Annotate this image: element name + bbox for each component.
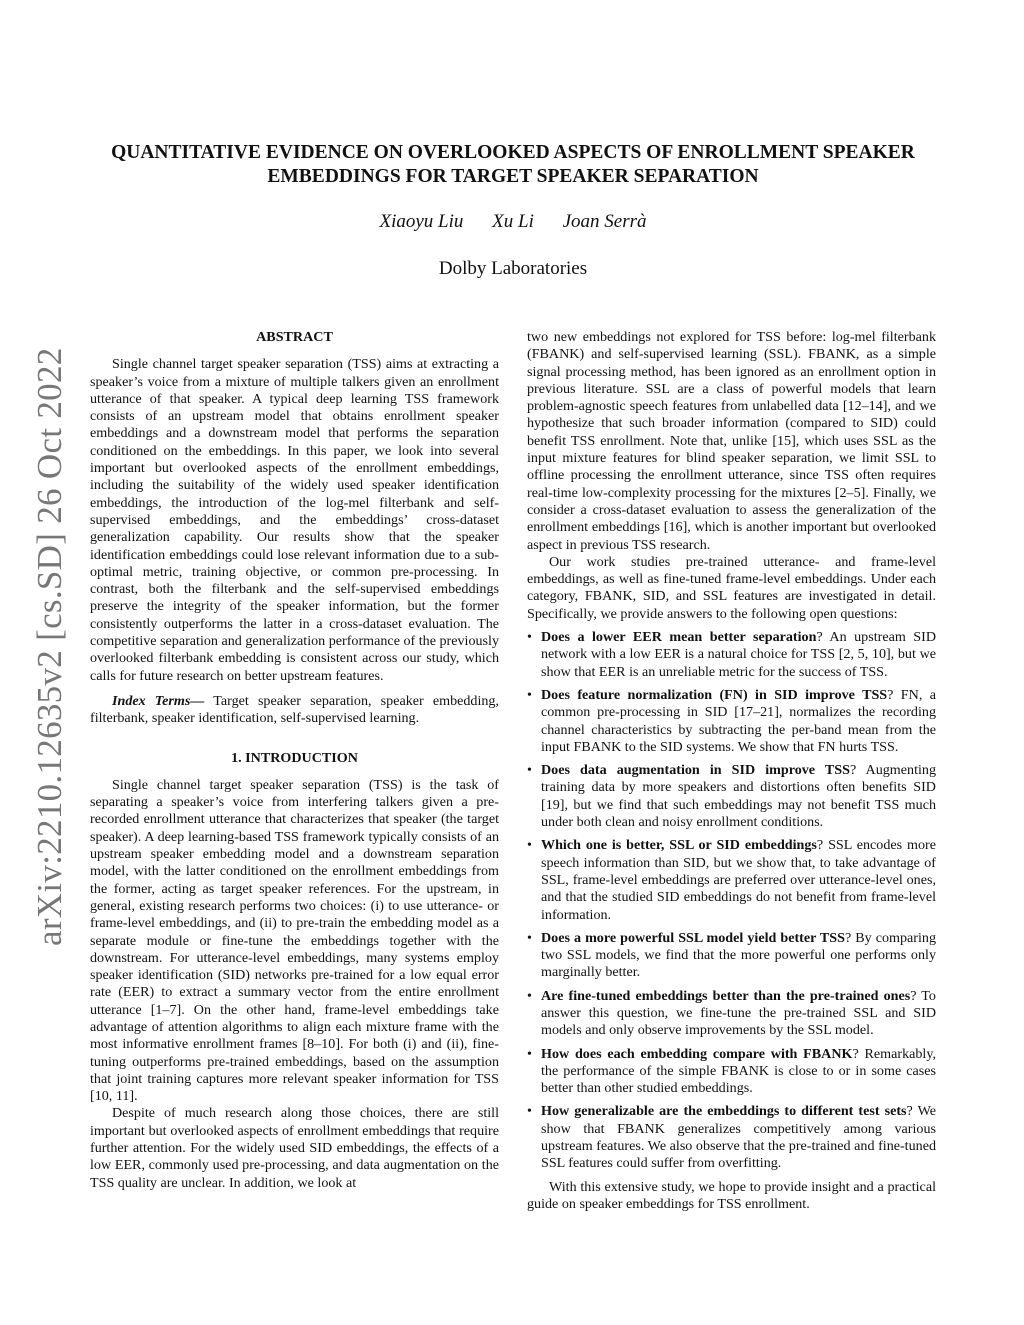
author-name: Xu Li — [492, 211, 534, 232]
index-terms — [90, 693, 499, 728]
answer-text: SSL encodes more speech information than SID, but we show that, to take advantage of SSL, frame-level embeddings are preferred over utterance-level ones, and that the studied SID embeddings do not benefit from frame-level information. — [541, 837, 936, 923]
author-name: Joan Serrà — [562, 211, 647, 232]
question-item: • Are fine-tuned embeddings better than the pre-trained ones? To answer this question, we fine-tune the pre-trained SSL and SID models and only observe improvements by the SSL model. — [527, 988, 936, 1040]
answer-text: Remarkably, the performance of the simple FBANK is close to or in some cases better than other studied embeddings. — [541, 1045, 936, 1097]
intro-closing: With this extensive study, we hope to provide insight and a practical guide on speaker embeddings for TSS enrollment. — [527, 1178, 936, 1212]
answer-text: To answer this question, we fine-tune the pre-trained SSL and SID models and only observe improvements by the SSL model. — [541, 987, 936, 1039]
question-text: Does a more powerful SSL model yield better TSS — [541, 929, 845, 946]
author-name: Xiaoyu Liu — [379, 211, 464, 232]
answer-text: Augmenting training data by more speakers and distortions often benefits SID [19], but we find that such embeddings may not benefit TSS much under both clean and noisy enrollment conditions. — [541, 762, 936, 831]
question-text: Are fine-tuned embeddings better than the pre-trained ones — [541, 987, 911, 1004]
right-column — [527, 329, 936, 1213]
arxiv-identifier: arXiv:2210.12635v2 [cs.SD] 26 Oct 2022 — [30, 347, 69, 946]
author-list — [90, 211, 936, 233]
title-line-1: QUANTITATIVE EVIDENCE ON OVERLOOKED ASPECTS OF ENROLLMENT SPEAKER — [111, 142, 915, 163]
question-text: Does a lower EER mean better separation — [541, 629, 817, 646]
answer-text: FN, a common pre-processing in SID [17–21], normalizes the recording channel characteristics by subtracting the per-band mean from the input FBANK to the SID systems. We show that FN hurts TSS. — [541, 686, 936, 755]
answer-text: By comparing two SSL models, we find that the more powerful one performs only marginally better. — [541, 929, 936, 981]
affiliation: Dolby Laboratories — [438, 258, 588, 279]
introduction-heading: 1. INTRODUCTION — [231, 749, 358, 766]
open-questions-list — [527, 629, 936, 1173]
question-text: Does feature normalization (FN) in SID improve TSS — [541, 686, 888, 703]
answer-text: We show that FBANK generalizes competitively among various upstream features. We also observe that the pre-trained and fine-tuned SSL features could suffer from overfitting. — [541, 1103, 937, 1172]
index-terms-label: Index Terms— — [112, 692, 205, 709]
left-column — [90, 329, 499, 1192]
paper-title — [90, 141, 936, 189]
intro-paragraph: Our work studies pre-trained utterance- and frame-level embeddings, as well as fine-tuned frame-level embeddings. Under each category, FBANK, SID, and SSL features are investigated in detail. Specifically, we provide answers to the following open questions: — [527, 553, 936, 622]
question-text: Which one is better, SSL or SID embeddings — [541, 837, 817, 854]
question-text: How generalizable are the embeddings to different test sets — [541, 1103, 907, 1120]
answer-text: An upstream SID network with a low EER is a natural choice for TSS [2, 5, 10], but we show that EER is an unreliable metric for the success of TSS. — [541, 629, 936, 680]
question-item: • How does each embedding compare with FBANK? Remarkably, the performance of the simple FBANK is close to or in some cases better than other studied embeddings. — [527, 1046, 936, 1098]
question-item: • Which one is better, SSL or SID embeddings? SSL encodes more speech information than SID, but we show that, to take advantage of SSL, frame-level embeddings are preferred over utterance-level ones, and that the studied SID embeddings do not benefit from frame-level information. — [527, 837, 936, 923]
question-item: • Does feature normalization (FN) in SID improve TSS? FN, a common pre-processing in SID [17–21], normalizes the recording channel characteristics by subtracting the per-band mean from the input FBANK to the SID systems. We show that FN hurts TSS. — [527, 687, 936, 756]
question-text: Does data augmentation in SID improve TSS — [541, 762, 850, 779]
abstract-body: Single channel target speaker separation (TSS) aims at extracting a speaker’s voice from a mixture of multiple talkers given an enrollment utterance of that speaker. A typical deep learning TSS framework consists of an upstream model that obtains enrollment speaker embeddings and a downstream model that performs the separation conditioned on the embeddings. In this paper, we look into several important but overlooked aspects of the enrollment embeddings, including the suitability of the widely used speaker identification embeddings, the introduction of the log-mel filterbank and self-supervised embeddings, and the embeddings’ cross-dataset generalization capability. Our results show that the speaker identification embeddings could lose relevant information due to a sub-optimal metric, training objective, or common pre-processing. In contrast, both the filterbank and the self-supervised embeddings preserve the integrity of the speaker information, but the former consistently outperforms the latter in a cross-dataset evaluation. The competitive separation and generalization performance of the previously overlooked filterbank embedding is consistent across our study, which calls for future research on better upstream features. — [90, 356, 499, 684]
index-terms-text: Target speaker separation, speaker embedding, filterbank, speaker identification, self-supervised learning. — [90, 692, 499, 727]
question-item: • Does data augmentation in SID improve TSS? Augmenting training data by more speakers and distortions often benefits SID [19], but we find that such embeddings may not benefit TSS much under both clean and noisy enrollment conditions. — [527, 762, 936, 831]
intro-paragraph: Despite of much research along those choices, there are still important but overlooked aspects of enrollment embeddings that require further attention. For the widely used SID embeddings, the effects of a low EER, commonly used pre-processing, and data augmentation on the TSS quality are unclear. In addition, we look at — [90, 1105, 499, 1191]
question-item: • Does a more powerful SSL model yield better TSS? By comparing two SSL models, we find that the more powerful one performs only marginally better. — [527, 930, 936, 982]
question-item: • How generalizable are the embeddings to different test sets? We show that FBANK generalizes competitively among various upstream features. We also observe that the pre-trained and fine-tuned SSL features could suffer from overfitting. — [527, 1103, 936, 1172]
question-item: • Does a lower EER mean better separation? An upstream SID network with a low EER is a natural choice for TSS [2, 5, 10], but we show that EER is an unreliable metric for the success of TSS. — [527, 629, 936, 681]
intro-paragraph: Single channel target speaker separation (TSS) is the task of separating a speaker’s voice from interfering talkers given a pre-recorded enrollment utterance that characterizes that speaker (the target speaker). A deep learning-based TSS framework typically consists of an upstream speaker embedding model and a downstream separation model, with the latter conditioned on the enrollment embeddings from the former, acting as target speaker references. For the upstream, in general, existing research performs two choices: (i) to use utterance- or frame-level embeddings, and (ii) to pre-train the embedding model as a separate module or fine-tune the embeddings together with the downstream. For utterance-level embeddings, many systems employ speaker identification (SID) networks pre-trained for a low equal error rate (EER) to extract a summary vector from the entire enrollment utterance [1–7]. On the other hand, frame-level embeddings take advantage of attention algorithms to align each mixture frame with the most informative enrollment frames [8–10]. For both (i) and (ii), fine-tuning outperforms pre-trained embeddings, based on the assumption that joint training captures more relevant speaker information for TSS [10, 11]. — [90, 776, 499, 1105]
question-text: How does each embedding compare with FBANK — [541, 1045, 853, 1062]
abstract-heading: ABSTRACT — [256, 329, 333, 345]
intro-paragraph: two new embeddings not explored for TSS before: log-mel filterbank (FBANK) and self-supervised learning (SSL). FBANK, as a simple signal processing method, has been ignored as an enrollment option in previous literature. SSL are a class of powerful models that learn problem-agnostic speech features from unlabelled data [12–14], and we hypothesize that such broader information (compared to SID) could benefit TSS enrollment. Note that, unlike [15], which uses SSL as the input mixture features for blind speaker separation, we limit SSL to offline processing the enrollment utterance, since TSS often requires real-time low-complexity processing for the mixtures [2–5]. Finally, we consider a cross-dataset evaluation to assess the generalization of the enrollment embeddings [16], which is another important but overlooked aspect in previous TSS research. — [527, 329, 936, 553]
title-line-2: EMBEDDINGS FOR TARGET SPEAKER SEPARATION — [267, 166, 759, 187]
